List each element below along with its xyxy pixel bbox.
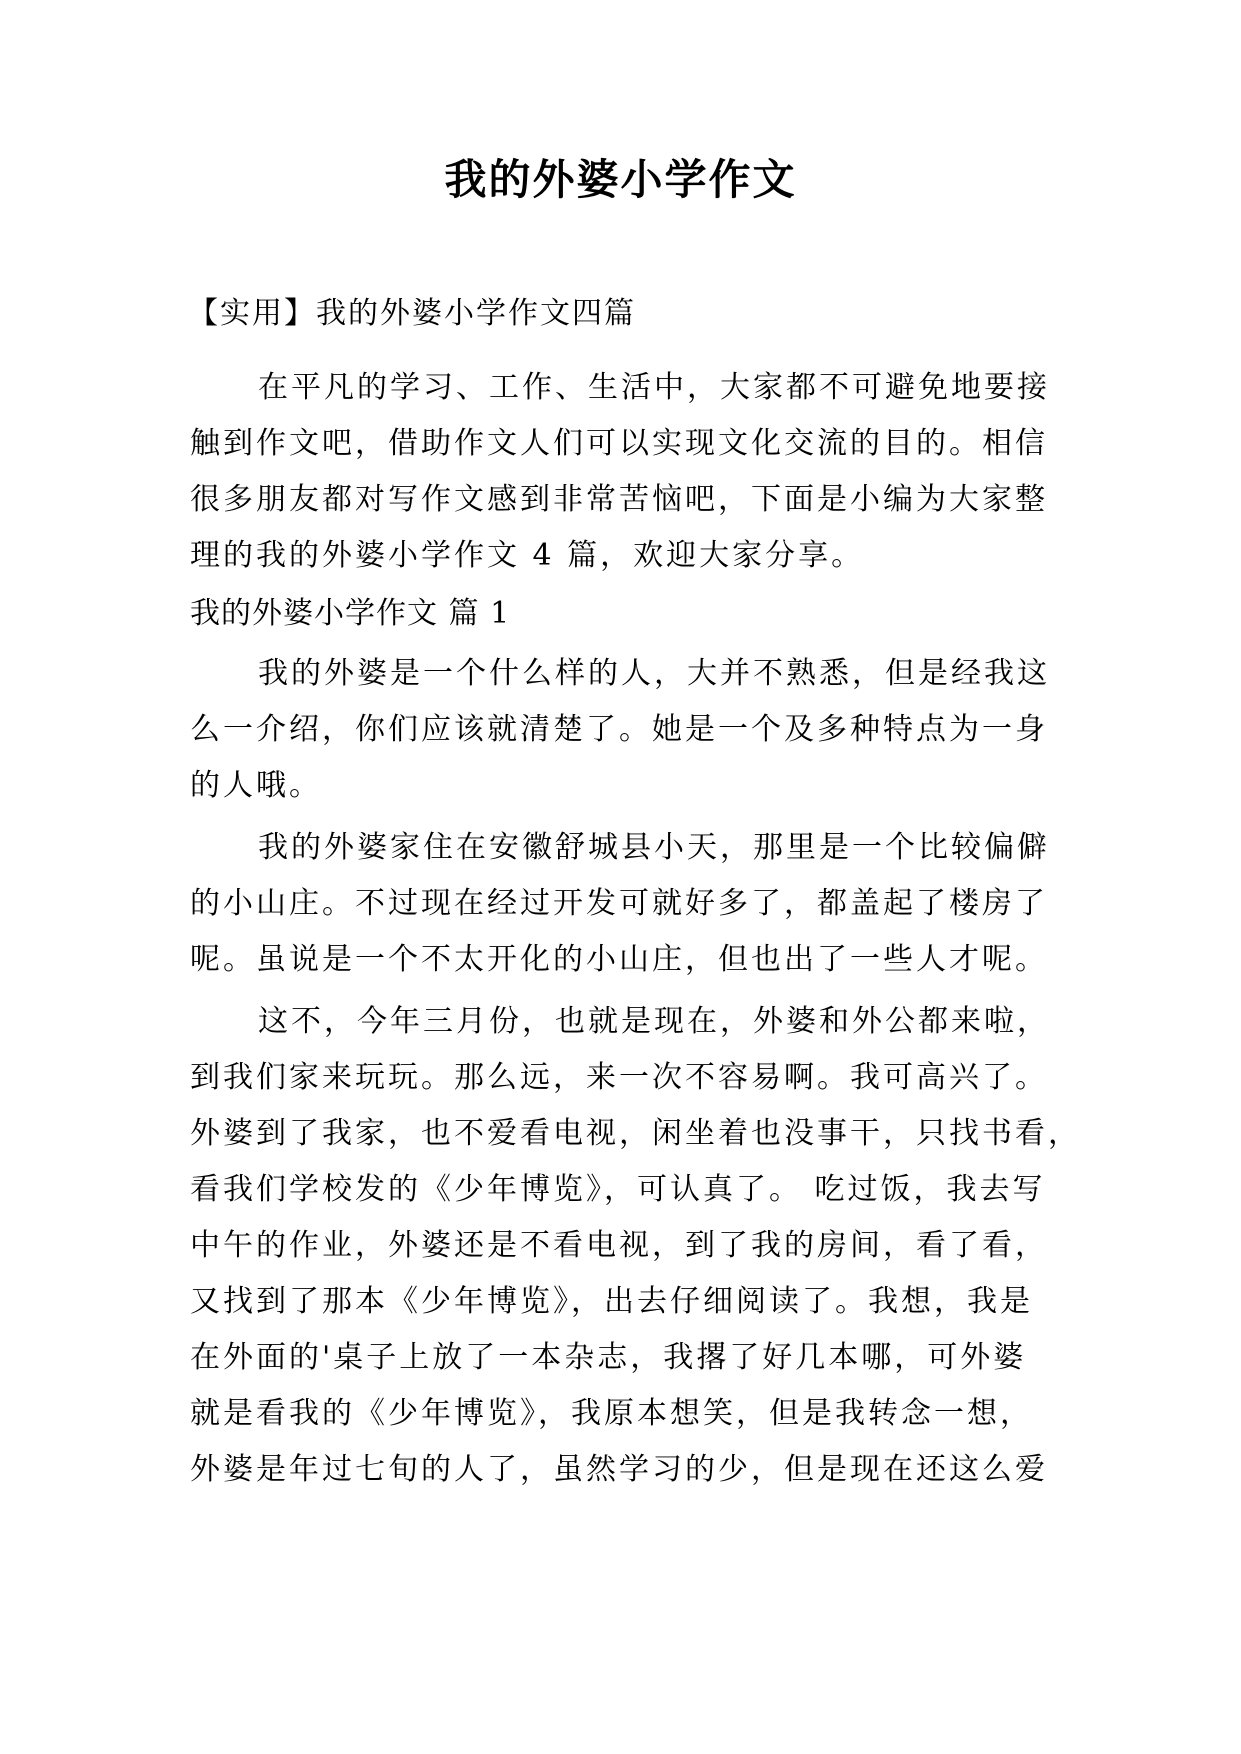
paragraph2-line-1: 我的外婆家住在安徽舒城县小天，那里是一个比较偏僻	[258, 830, 1050, 865]
paragraph1-line-2: 么一介绍，你们应该就清楚了。她是一个及多种特点为一身	[190, 712, 1048, 747]
document-title: 我的外婆小学作文	[444, 155, 797, 204]
document-subtitle: 【实用】我的外婆小学作文四篇	[188, 296, 636, 331]
paragraph3-line-1: 这不，今年三月份，也就是现在，外婆和外公都来啦，	[258, 1004, 1050, 1039]
intro-line-1: 在平凡的学习、工作、生活中，大家都不可避免地要接	[258, 370, 1050, 405]
paragraph2-line-3: 呢。虽说是一个不太开化的小山庄，但也出了一些人才呢。	[190, 942, 1048, 977]
paragraph3-line-3: 外婆到了我家，也不爱看电视，闲坐着也没事干，只找书看，	[190, 1116, 1081, 1151]
paragraph3-line-8: 就是看我的《少年博览》，我原本想笑，但是我转念一想，	[190, 1396, 1033, 1431]
intro-line-2: 触到作文吧，借助作文人们可以实现文化交流的目的。相信	[190, 426, 1048, 461]
paragraph3-line-6: 又找到了那本《少年博览》，出去仔细阅读了。我想，我是	[190, 1284, 1033, 1319]
paragraph3-line-7: 在外面的'桌子上放了一本杂志，我撂了好几本哪，可外婆	[190, 1340, 1027, 1375]
paragraph3-line-2: 到我们家来玩玩。那么远，来一次不容易啊。我可高兴了。	[190, 1060, 1048, 1095]
paragraph1-line-3: 的人哦。	[190, 768, 322, 803]
paragraph2-line-2: 的小山庄。不过现在经过开发可就好多了，都盖起了楼房了	[190, 886, 1048, 921]
paragraph1-line-1: 我的外婆是一个什么样的人，大并不熟悉，但是经我这	[258, 656, 1050, 691]
intro-line-4: 理的我的外婆小学作文 4 篇，欢迎大家分享。	[190, 538, 865, 573]
paragraph3-line-9: 外婆是年过七旬的人了，虽然学习的少，但是现在还这么爱	[190, 1452, 1048, 1487]
section-heading: 我的外婆小学作文 篇 1	[190, 596, 511, 631]
paragraph3-line-4: 看我们学校发的《少年博览》，可认真了。 吃过饭，我去写	[190, 1172, 1046, 1207]
intro-line-3: 很多朋友都对写作文感到非常苦恼吧，下面是小编为大家整	[190, 482, 1048, 517]
paragraph3-line-5: 中午的作业，外婆还是不看电视，到了我的房间，看了看，	[190, 1228, 1048, 1263]
